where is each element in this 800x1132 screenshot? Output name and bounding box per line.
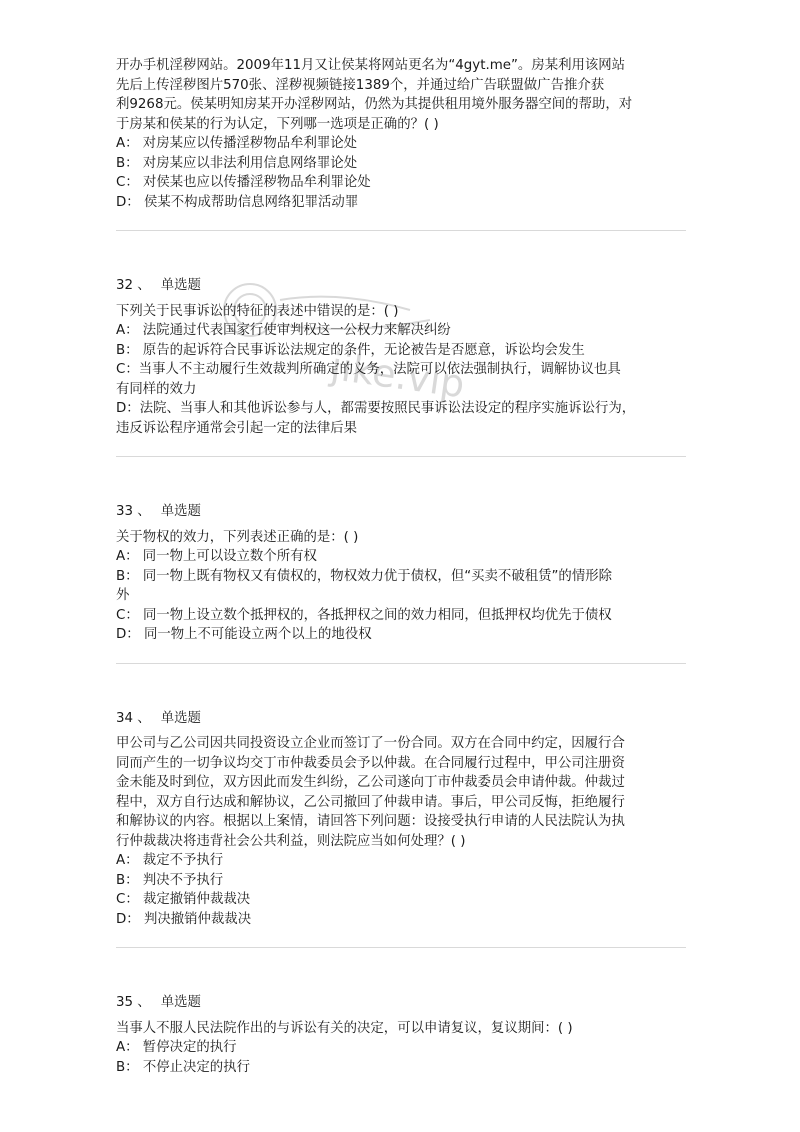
option-c: C： 裁定撤销仲裁裁决: [116, 892, 251, 907]
question-header: [116, 993, 686, 1013]
option-b: B： 原告的起诉符合民事诉讼法规定的条件，无论被告是否愿意，诉讼均会发生: [116, 342, 585, 358]
option-d: D： 同一物上不可能设立两个以上的地役权: [116, 627, 372, 642]
question-header: [116, 709, 686, 729]
option-b: B： 对房某应以非法利用信息网络罪论处: [116, 155, 358, 171]
divider: [116, 230, 686, 231]
option-a: A： 暂停决定的执行: [116, 1040, 237, 1055]
document-page: [116, 56, 686, 1077]
question-header: [116, 276, 686, 296]
option-d-continued: 违反诉讼程序通常会引起一定的法律后果: [116, 420, 358, 436]
stem-line: 程中，双方自行达成和解协议，乙公司撤回了仲裁申请。事后，甲公司反悔，拒绝履行: [116, 794, 625, 810]
question-stem: 当事人不服人民法院作出的与诉讼有关的决定，可以申请复议，复议期间：( ): [116, 1020, 573, 1036]
stem-line: 金未能及时到位，双方因此而发生纠纷，乙公司遂向丁市仲裁委员会申请仲裁。仲裁过: [116, 775, 625, 790]
option-d: D： 侯某不构成帮助信息网络犯罪活动罪: [116, 194, 359, 210]
option-b: B： 不停止决定的执行: [116, 1059, 250, 1075]
question-header: [116, 502, 686, 522]
stem-line: 和解协议的内容。根据以上案情，请回答下列问题：设接受执行申请的人民法院认为执: [116, 814, 625, 829]
option-b: B： 判决不予执行: [116, 872, 224, 888]
option-list: [116, 321, 686, 438]
question-type: 单选题: [160, 995, 201, 1010]
stem-line: 同而产生的一切争议均交丁市仲裁委员会予以仲裁。在合同履行过程中，甲公司注册资: [116, 755, 625, 771]
question-number: 32 、: [116, 278, 151, 293]
divider: [116, 456, 686, 457]
question-number: 34 、: [116, 710, 151, 726]
option-c: C： 对侯某也应以传播淫秽物品牟利罪论处: [116, 175, 371, 190]
option-d: D： 判决撤销仲裁裁决: [116, 911, 252, 927]
option-a: A： 裁定不予执行: [116, 853, 224, 868]
question-35: [116, 993, 686, 1077]
stem-line: 利9268元。侯某明知房某开办淫秽网站，仍然为其提供租用境外服务器空间的帮助，对: [116, 97, 633, 112]
question-stem: 关于物权的效力，下列表述正确的是：( ): [116, 529, 359, 545]
option-c-continued: 有同样的效力: [116, 381, 197, 397]
option-c: C： 同一物上设立数个抵押权的，各抵押权之间的效力相同，但抵押权均优先于债权: [116, 607, 612, 623]
question-stem: [116, 734, 686, 851]
stem-line: 开办手机淫秽网站。2009年11月又让侯某将网站更名为“4gyt.me”。房某利用该网站: [116, 58, 626, 73]
option-list: [116, 547, 686, 645]
option-list: [116, 851, 686, 929]
option-a: A： 法院通过代表国家行使审判权这一公权力来解决纠纷: [116, 323, 451, 338]
question-type: 单选题: [160, 710, 201, 726]
option-list: [116, 134, 686, 212]
option-a: A： 同一物上可以设立数个所有权: [116, 549, 317, 564]
option-a: A： 对房某应以传播淫秽物品牟利罪论处: [116, 136, 358, 151]
question-33: [116, 502, 686, 664]
question-number: 33 、: [116, 504, 151, 519]
option-d: D：法院、当事人和其他诉讼参与人，都需要按照民事诉讼法设定的程序实施诉讼行为，: [116, 401, 636, 416]
question-stem: 下列关于民事诉讼的特征的表述中错误的是：( ): [116, 303, 399, 319]
question-type: 单选题: [160, 504, 201, 519]
question-34: [116, 709, 686, 949]
question-number: 35 、: [116, 995, 151, 1010]
stem-line: 先后上传淫秽图片570张、淫秽视频链接1389个，并通过给广告联盟做广告推介获: [116, 77, 605, 93]
stem-line: 行仲裁裁决将违背社会公共利益，则法院应当如何处理？( ): [116, 833, 466, 849]
watermark-text: jike.vip: [328, 344, 468, 407]
question-32: [116, 276, 686, 457]
divider: [116, 947, 686, 948]
question-stem: [116, 56, 686, 134]
divider: [116, 663, 686, 664]
stem-line: 甲公司与乙公司因共同投资设立企业而签订了一份合同。双方在合同中约定，因履行合: [116, 736, 625, 751]
option-list: [116, 1038, 686, 1077]
question-type: 单选题: [160, 278, 201, 293]
option-b: B： 同一物上既有物权又有债权的，物权效力优于债权，但“买卖不破租赁”的情形除: [116, 568, 612, 584]
question-31-continued: [116, 56, 686, 231]
option-c: C：当事人不主动履行生效裁判所确定的义务，法院可以依法强制执行，调解协议也具: [116, 362, 621, 377]
stem-line: 于房某和侯某的行为认定，下列哪一选项是正确的？( ): [116, 116, 439, 132]
option-b-continued: 外: [116, 588, 130, 603]
